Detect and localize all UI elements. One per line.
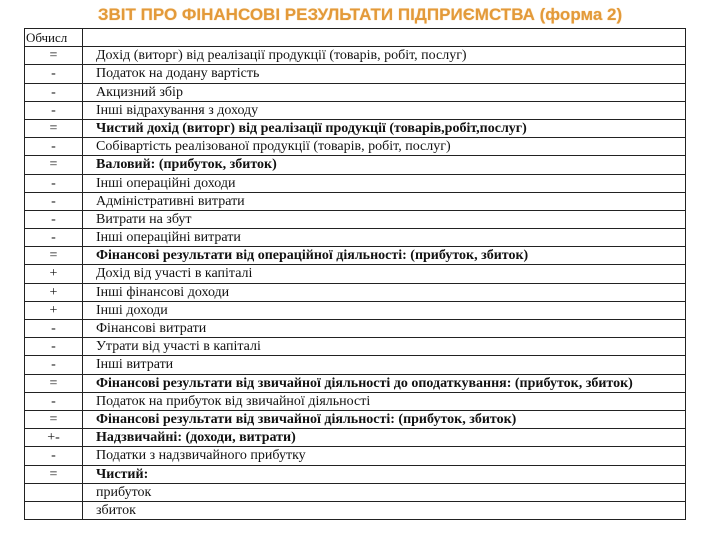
- operation-sign: =: [25, 410, 83, 428]
- line-item-label: Фінансові результати від звичайної діяльності: (прибуток, збиток): [83, 410, 686, 428]
- operation-sign: -: [25, 338, 83, 356]
- table-row: [25, 229, 686, 247]
- table-row: [25, 192, 686, 210]
- operation-sign: +: [25, 283, 83, 301]
- table-row: [25, 65, 686, 83]
- operation-sign: =: [25, 156, 83, 174]
- line-item-label: Інші витрати: [83, 356, 686, 374]
- table-row: [25, 447, 686, 465]
- operation-sign: -: [25, 83, 83, 101]
- table-row: [25, 429, 686, 447]
- table-row: [25, 356, 686, 374]
- table-row: [25, 465, 686, 483]
- table-row: [25, 174, 686, 192]
- table-row: [25, 392, 686, 410]
- line-item-label: Акцизний збір: [83, 83, 686, 101]
- line-item-label: Надзвичайні: (доходи, витрати): [83, 429, 686, 447]
- operation-sign: -: [25, 101, 83, 119]
- operation-sign: -: [25, 447, 83, 465]
- table-row: [25, 138, 686, 156]
- line-item-label: Податок на додану вартість: [83, 65, 686, 83]
- table-row: [25, 47, 686, 65]
- table-row: [25, 320, 686, 338]
- table-row: [25, 483, 686, 501]
- table-row: [25, 156, 686, 174]
- line-item-label: Інші відрахування з доходу: [83, 101, 686, 119]
- table-row: [25, 247, 686, 265]
- line-item-label: Валовий: (прибуток, збиток): [83, 156, 686, 174]
- operation-sign: -: [25, 174, 83, 192]
- operation-sign: +: [25, 265, 83, 283]
- table-row: [25, 301, 686, 319]
- operation-sign: +: [25, 301, 83, 319]
- financial-results-table: [24, 28, 686, 520]
- operation-sign: +-: [25, 429, 83, 447]
- operation-sign: -: [25, 192, 83, 210]
- operation-sign: =: [25, 47, 83, 65]
- line-item-label: Чистий дохід (виторг) від реалізації продукції (товарів,робіт,послуг): [83, 119, 686, 137]
- line-item-label: Собівартість реалізованої продукції (товарів, робіт, послуг): [83, 138, 686, 156]
- operation-sign: -: [25, 392, 83, 410]
- line-item-label: Адміністративні витрати: [83, 192, 686, 210]
- table-row: [25, 338, 686, 356]
- table-row: [25, 119, 686, 137]
- table-header-row: [25, 29, 686, 47]
- operation-sign: -: [25, 320, 83, 338]
- operation-sign: -: [25, 138, 83, 156]
- line-item-label: прибуток: [83, 483, 686, 501]
- table-row: [25, 283, 686, 301]
- operation-sign: -: [25, 210, 83, 228]
- line-item-label: Інші доходи: [83, 301, 686, 319]
- operation-sign: =: [25, 374, 83, 392]
- operation-sign: -: [25, 229, 83, 247]
- line-item-label: Фінансові результати від звичайної діяльності до оподаткування: (прибуток, збиток): [83, 374, 686, 392]
- line-item-label: Податки з надзвичайного прибутку: [83, 447, 686, 465]
- operation-sign: -: [25, 65, 83, 83]
- operation-sign: =: [25, 465, 83, 483]
- line-item-label: Інші фінансові доходи: [83, 283, 686, 301]
- line-item-label: Дохід від участі в капіталі: [83, 265, 686, 283]
- operation-sign: -: [25, 356, 83, 374]
- line-item-label: Фінансові витрати: [83, 320, 686, 338]
- operation-sign: =: [25, 119, 83, 137]
- operation-sign: [25, 483, 83, 501]
- table-row: [25, 83, 686, 101]
- operation-sign: [25, 501, 83, 519]
- line-item-label: Витрати на збут: [83, 210, 686, 228]
- table-row: [25, 374, 686, 392]
- operation-column-header: Обчисл: [25, 29, 83, 47]
- line-item-label: збиток: [83, 501, 686, 519]
- table-row: [25, 265, 686, 283]
- table-row: [25, 501, 686, 519]
- table-row: [25, 101, 686, 119]
- table-row: [25, 210, 686, 228]
- page-title: ЗВІТ ПРО ФІНАНСОВІ РЕЗУЛЬТАТИ ПІДПРИЄМСТВА (форма 2): [97, 5, 623, 24]
- line-item-label: Інші операційні доходи: [83, 174, 686, 192]
- item-column-header: [83, 29, 686, 47]
- line-item-label: Утрати від участі в капіталі: [83, 338, 686, 356]
- line-item-label: Фінансові результати від операційної діяльності: (прибуток, збиток): [83, 247, 686, 265]
- line-item-label: Інші операційні витрати: [83, 229, 686, 247]
- line-item-label: Податок на прибуток від звичайної діяльності: [83, 392, 686, 410]
- line-item-label: Чистий:: [83, 465, 686, 483]
- line-item-label: Дохід (виторг) від реалізації продукції (товарів, робіт, послуг): [83, 47, 686, 65]
- table-row: [25, 410, 686, 428]
- operation-sign: =: [25, 247, 83, 265]
